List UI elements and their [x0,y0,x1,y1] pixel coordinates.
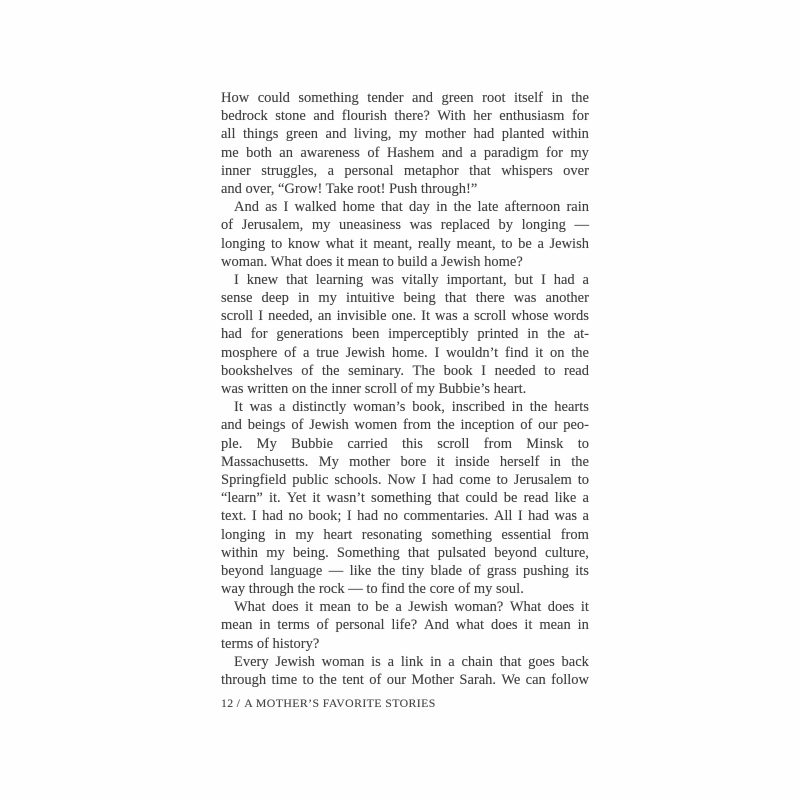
text-line: was written on the inner scroll of my Bubbie’s heart. [221,381,527,397]
text-line: beyond language — like the tiny blade of grass pushing its [221,562,589,579]
text-line: woman. What does it mean to build a Jewish home? [221,253,523,270]
text-line: longing to know what it meant, really meant, to be a Jewish [221,235,589,252]
text-line: way through the rock — to find the core of my soul. [221,581,524,598]
text-line: sense deep in my intuitive being that there was another [221,290,589,307]
paragraph [221,653,589,689]
text-line: terms of history? [221,635,320,652]
paragraph [221,89,589,198]
book-title: A MOTHER’S FAVORITE STORIES [244,696,436,710]
text-line: It was a distinctly woman’s book, inscribed in the hearts [234,399,589,416]
text-line: And as I walked home that day in the late afternoon rain [234,199,589,216]
text-line: I knew that learning was vitally important, but I had a [234,271,589,288]
text-line: had for generations been imperceptibly printed in the at- [221,326,589,343]
text-line: mosphere of a true Jewish home. I wouldn’t find it on the [221,344,589,361]
text-line: all things green and living, my mother had planted within [221,126,589,143]
paragraph [221,598,589,653]
text-line: Every Jewish woman is a link in a chain that goes back [234,653,589,670]
text-line: scroll I needed, an invisible one. It was a scroll whose words [221,308,589,325]
text-line: Springfield public schools. Now I had come to Jerusalem to [221,471,589,488]
text-line: longing in my heart resonating something essential from [221,526,589,543]
paragraph [221,398,589,598]
text-line: bookshelves of the seminary. The book I needed to read [221,362,589,379]
text-line: “learn” it. Yet it wasn’t something that could be read like a [221,490,589,507]
text-line: What does it mean to be a Jewish woman? What does it [234,599,589,616]
text-line: bedrock stone and flourish there? With her enthusiasm for [221,108,589,125]
page-footer [221,696,436,711]
page-number: 12 [221,696,234,710]
text-line: within my being. Something that pulsated beyond culture, [221,544,589,561]
text-line: text. I had no book; I had no commentaries. All I had was a [221,508,589,525]
text-line: through time to the tent of our Mother Sarah. We can follow [221,672,589,688]
book-page-text [221,89,589,689]
text-line: Massachusetts. My mother bore it inside herself in the [221,453,589,470]
paragraph [221,198,589,271]
text-line: ple. My Bubbie carried this scroll from Minsk to [221,435,589,452]
text-line: me both an awareness of Hashem and a paradigm for my [221,144,589,161]
text-line: of Jerusalem, my uneasiness was replaced by longing — [221,217,589,234]
text-line: How could something tender and green root itself in the [221,90,589,106]
text-line: inner struggles, a personal metaphor that whispers over [221,162,589,179]
text-line: and over, “Grow! Take root! Push through!” [221,180,478,197]
text-line: mean in terms of personal life? And what does it mean in [221,617,589,634]
text-line: and beings of Jewish women from the inception of our peo- [221,417,589,434]
footer-separator: / [236,696,241,710]
paragraph [221,271,589,398]
